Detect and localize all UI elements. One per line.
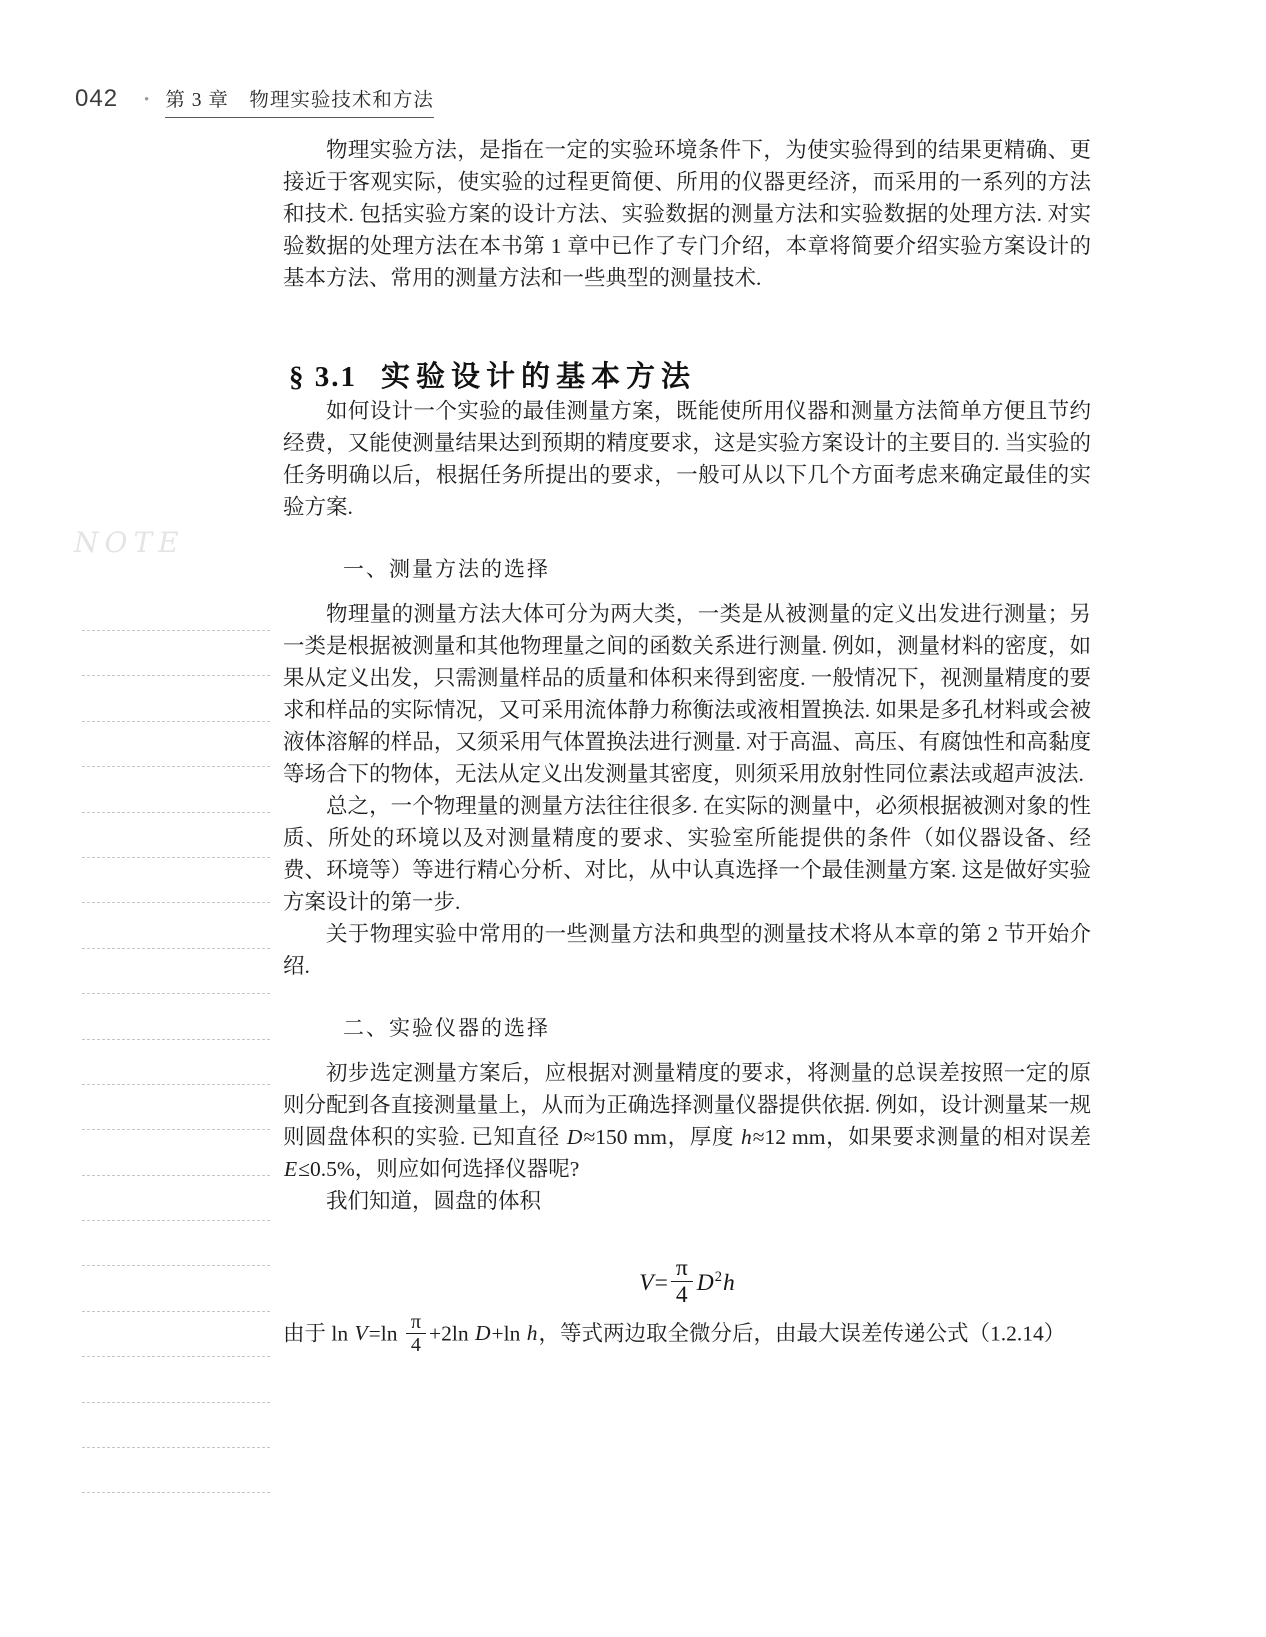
paragraph-text: 初步选定测量方案后，应根据对测量精度的要求，将测量的总误差按照一定的原则分配到各直接测量量上，从而为正确选择测量仪器提供依据. 例如，设计测量某一规则圆盘体积的实验. 已知直径 (283, 1061, 1091, 1149)
page-header (75, 84, 434, 118)
fraction-denominator: 4 (671, 1281, 693, 1310)
margin-ruled-lines (82, 630, 270, 1538)
dashed-rule-line (82, 993, 270, 994)
measurement-methods-paragraph: 物理量的测量方法大体可分为两大类，一类是从被测量的定义出发进行测量；另一类是根据被测量和其他物理量之间的函数关系进行测量. 例如，测量材料的密度，如果从定义出发，只需测量样品的质量和体积来得到密度. 一般情况下，视测量精度的要求和样品的实际情况，又可采用流体静力称衡法或液相置换法. 如果是多孔材料或会被液体溶解的样品，又须采用气体置换法进行测量. 对于高温、高压、有腐蚀性和高黏度等场合下的物体，无法从定义出发测量其密度，则须采用放射性同位素法或超声波法. (283, 602, 1091, 786)
dashed-rule-line (82, 1265, 270, 1266)
dashed-rule-line (82, 1175, 270, 1176)
exponent-2: 2 (714, 1269, 722, 1286)
section-title: 实验设计的基本方法 (381, 361, 697, 393)
dashed-rule-line (82, 812, 270, 813)
subsection-1-heading: 一、测量方法的选择 (343, 558, 550, 581)
dashed-rule-line (82, 1311, 270, 1312)
fraction-numerator: π (675, 1255, 688, 1281)
dashed-rule-line (82, 1492, 270, 1493)
pi-over-4-fraction (671, 1255, 693, 1310)
paragraph-text: =ln (368, 1321, 403, 1346)
chapter-running-title: 第 3 章 物理实验技术和方法 (165, 84, 434, 118)
formula-variable-D: D (696, 1269, 714, 1296)
dashed-rule-line (82, 1356, 270, 1357)
dashed-rule-line (82, 1039, 270, 1040)
chapter-preview-paragraph: 关于物理实验中常用的一些测量方法和典型的测量技术将从本章的第 2 节开始介绍. (283, 922, 1091, 978)
main-content (283, 134, 1091, 1359)
dashed-rule-line (82, 675, 270, 676)
dashed-rule-line (82, 721, 270, 722)
dashed-rule-line (82, 1129, 270, 1130)
paragraph-text: ，等式两边取全微分后，由最大误差传递公式（1.2.14） (538, 1321, 1066, 1346)
dashed-rule-line (82, 1220, 270, 1221)
paragraph-text: +2ln (428, 1321, 474, 1346)
variable-E: E (284, 1157, 298, 1181)
subsection-2-heading: 二、实验仪器的选择 (343, 1017, 550, 1040)
volume-formula (283, 1257, 1091, 1312)
page-number: 042 (75, 85, 119, 112)
paragraph-text: ≈12 mm，如果要求测量的相对误差 (752, 1125, 1091, 1149)
variable-h: h (526, 1321, 538, 1346)
dashed-rule-line (82, 1402, 270, 1403)
section-intro-paragraph: 如何设计一个实验的最佳测量方案，既能使所用仪器和测量方法简单方便且节约经费，又能使测量结果达到预期的精度要求，这是实验方案设计的主要目的. 当实验的任务明确以后，根据任务所提出的要求，一般可从以下几个方面考虑来确定最佳的实验方案. (283, 399, 1091, 519)
dashed-rule-line (82, 1447, 270, 1448)
formula-variable-V: V (639, 1269, 654, 1296)
variable-D: D (474, 1321, 491, 1346)
method-selection-paragraph: 总之，一个物理量的测量方法往往很多. 在实际的测量中，必须根据被测对象的性质、所处的环境以及对测量精度的要求、实验室所能提供的条件（如仪器设备、经费、环境等）等进行精心分析、对比，从中认真选择一个最佳测量方案. 这是做好实验方案设计的第一步. (283, 794, 1091, 914)
dashed-rule-line (82, 1084, 270, 1085)
closing-paragraph (283, 1312, 1091, 1359)
fraction-numerator: π (410, 1311, 421, 1334)
instrument-selection-paragraph (283, 1057, 1091, 1185)
paragraph-text: ≈150 mm，厚度 (583, 1125, 740, 1149)
volume-lead-in-line: 我们知道，圆盘的体积 (326, 1189, 542, 1213)
paragraph-text: +ln (491, 1321, 526, 1346)
dashed-rule-line (82, 630, 270, 631)
intro-paragraph: 物理实验方法，是指在一定的实验环境条件下，为使实验得到的结果更精确、更接近于客观实际，使实验的过程更简便、所用的仪器更经济，而采用的一系列的方法和技术. 包括实验方案的设计方法、实验数据的测量方法和实验数据的处理方法. 对实验数据的处理方法在本书第 1 章中已作了专门介绍，本章将简要介绍实验方案设计的基本方法、常用的测量方法和一些典型的测量技术. (283, 138, 1091, 290)
section-heading (289, 354, 1091, 395)
variable-D: D (566, 1125, 583, 1149)
fraction-denominator: 4 (406, 1333, 426, 1358)
equals-sign: = (654, 1269, 668, 1296)
variable-V: V (354, 1321, 368, 1346)
header-bullet-icon: • (144, 92, 150, 108)
dashed-rule-line (82, 902, 270, 903)
dashed-rule-line (82, 948, 270, 949)
variable-h: h (740, 1125, 752, 1149)
section-number: § 3.1 (289, 361, 357, 393)
paragraph-text: ≤0.5%，则应如何选择仪器呢? (298, 1157, 580, 1181)
inline-pi-over-4-fraction (406, 1311, 426, 1358)
formula-variable-h: h (723, 1269, 735, 1296)
note-watermark: NOTE (74, 526, 185, 559)
dashed-rule-line (82, 766, 270, 767)
dashed-rule-line (82, 857, 270, 858)
paragraph-text: 由于 ln (283, 1321, 354, 1346)
